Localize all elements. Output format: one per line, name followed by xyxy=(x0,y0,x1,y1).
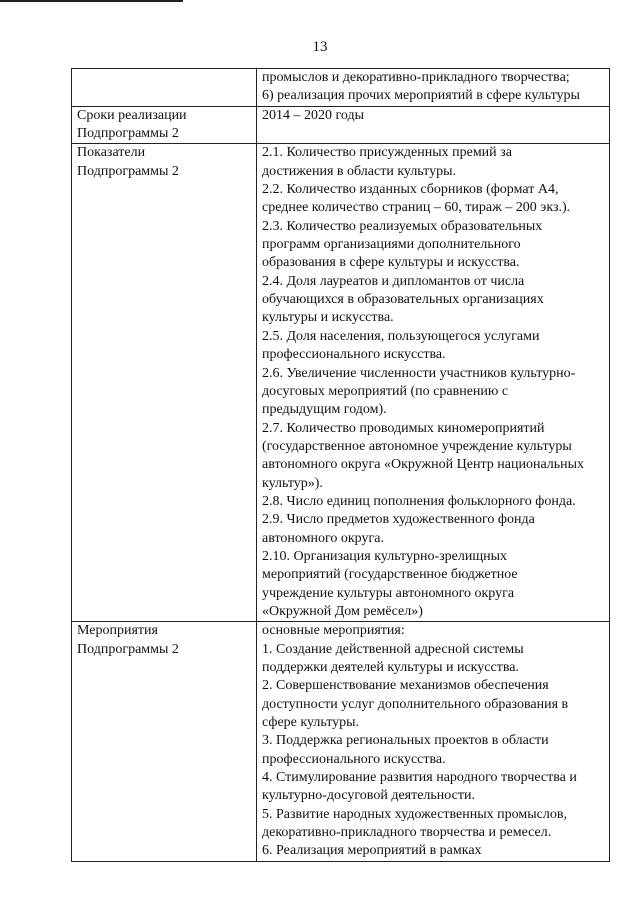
row-content-line: 2. Совершенствование механизмов обеспечения xyxy=(262,678,549,694)
row-content-line: 4. Стимулирование развития народного творчества и xyxy=(262,770,577,786)
row-content-line: досуговых мероприятий (по сравнению с xyxy=(262,383,509,399)
row-content-line: культурно-досуговой деятельности. xyxy=(262,788,475,804)
row-content-line: 1. Создание действенной адресной системы xyxy=(262,641,524,657)
row-content-line: сфере культуры. xyxy=(262,715,360,731)
row-content-line: профессионального искусства. xyxy=(262,347,446,363)
row-content-line: 2.10. Организация культурно-зрелищных xyxy=(262,548,508,564)
row-content-line: мероприятий (государственное бюджетное xyxy=(262,567,518,583)
table-row xyxy=(72,69,610,107)
row-label-cell xyxy=(72,106,257,144)
row-label-line: Показатели xyxy=(77,145,146,161)
table-row xyxy=(72,144,610,622)
row-content-line: 2.3. Количество реализуемых образовательных xyxy=(262,218,543,234)
row-content-line: учреждение культуры автономного округа xyxy=(262,585,515,601)
row-content-line: 2.5. Доля населения, пользующегося услугами xyxy=(262,328,540,344)
row-content-line: 2.2. Количество изданных сборников (формат А4, xyxy=(262,182,559,198)
row-label-cell xyxy=(72,622,257,861)
row-content-line: 6) реализация прочих мероприятий в сфере культуры xyxy=(262,88,580,104)
row-content-line: 2.1. Количество присужденных премий за xyxy=(262,145,512,161)
table-row xyxy=(72,622,610,861)
row-content-line: поддержки деятелей культуры и искусства. xyxy=(262,660,519,675)
row-content-line: 5. Развитие народных художественных промыслов, xyxy=(262,806,567,822)
row-content-line: 2.9. Число предметов художественного фонда xyxy=(262,512,535,528)
row-content-cell xyxy=(257,69,610,107)
row-label-line: Подпрограммы 2 xyxy=(77,163,179,179)
row-content-line: обучающихся в образовательных организациях xyxy=(262,292,544,308)
row-content-line: «Окружной Дом ремёсел») xyxy=(262,603,423,619)
row-content-line: 6. Реализация мероприятий в рамках xyxy=(262,843,482,859)
row-label-line: Подпрограммы 2 xyxy=(77,641,179,657)
row-content-line: основные мероприятия: xyxy=(262,623,405,639)
row-content-cell xyxy=(257,106,610,144)
row-content-line: промыслов и декоративно-прикладного творчества; xyxy=(262,70,570,85)
row-content-line: автономного округа. xyxy=(262,530,384,546)
row-label-cell xyxy=(72,144,257,622)
row-content-line: культур»). xyxy=(262,475,323,491)
row-label-line: Мероприятия xyxy=(77,623,158,639)
row-content-line: 2.4. Доля лауреатов и дипломантов от числа xyxy=(262,273,525,289)
row-content-line: образования в сфере культуры и искусства. xyxy=(262,255,520,271)
row-content-cell xyxy=(257,622,610,861)
row-content-line: 2014 – 2020 годы xyxy=(262,107,365,123)
row-label-line: Сроки реализации xyxy=(77,107,187,123)
row-content-line: 3. Поддержка региональных проектов в области xyxy=(262,733,549,749)
row-content-line: доступности услуг дополнительного образования в xyxy=(262,696,569,712)
row-label-line: Подпрограммы 2 xyxy=(77,126,179,142)
scan-edge-mark xyxy=(0,0,183,2)
row-content-line: автономного округа «Окружной Центр национальных xyxy=(262,457,585,473)
row-content-line: 2.8. Число единиц пополнения фольклорного фонда. xyxy=(262,493,576,509)
table-row xyxy=(72,106,610,144)
row-content-line: 2.6. Увеличение численности участников культурно- xyxy=(262,365,576,381)
row-content-line: 2.7. Количество проводимых киномероприятий xyxy=(262,420,545,436)
page-number: 13 xyxy=(312,39,328,55)
row-label-cell xyxy=(72,69,257,107)
row-content-line: культуры и искусства. xyxy=(262,310,394,326)
row-content-line: профессионального искусства. xyxy=(262,751,446,767)
passport-table xyxy=(71,68,610,862)
row-content-line: предыдущим годом). xyxy=(262,402,387,418)
row-content-line: среднее количество страниц – 60, тираж – 200 экз.). xyxy=(262,200,571,216)
row-content-line: достижения в области культуры. xyxy=(262,163,456,179)
row-content-line: программ организациями дополнительного xyxy=(262,237,521,253)
row-content-line: декоративно-прикладного творчества и ремесел. xyxy=(262,825,552,841)
row-content-line: (государственное автономное учреждение культуры xyxy=(262,438,572,454)
row-content-cell xyxy=(257,144,610,622)
